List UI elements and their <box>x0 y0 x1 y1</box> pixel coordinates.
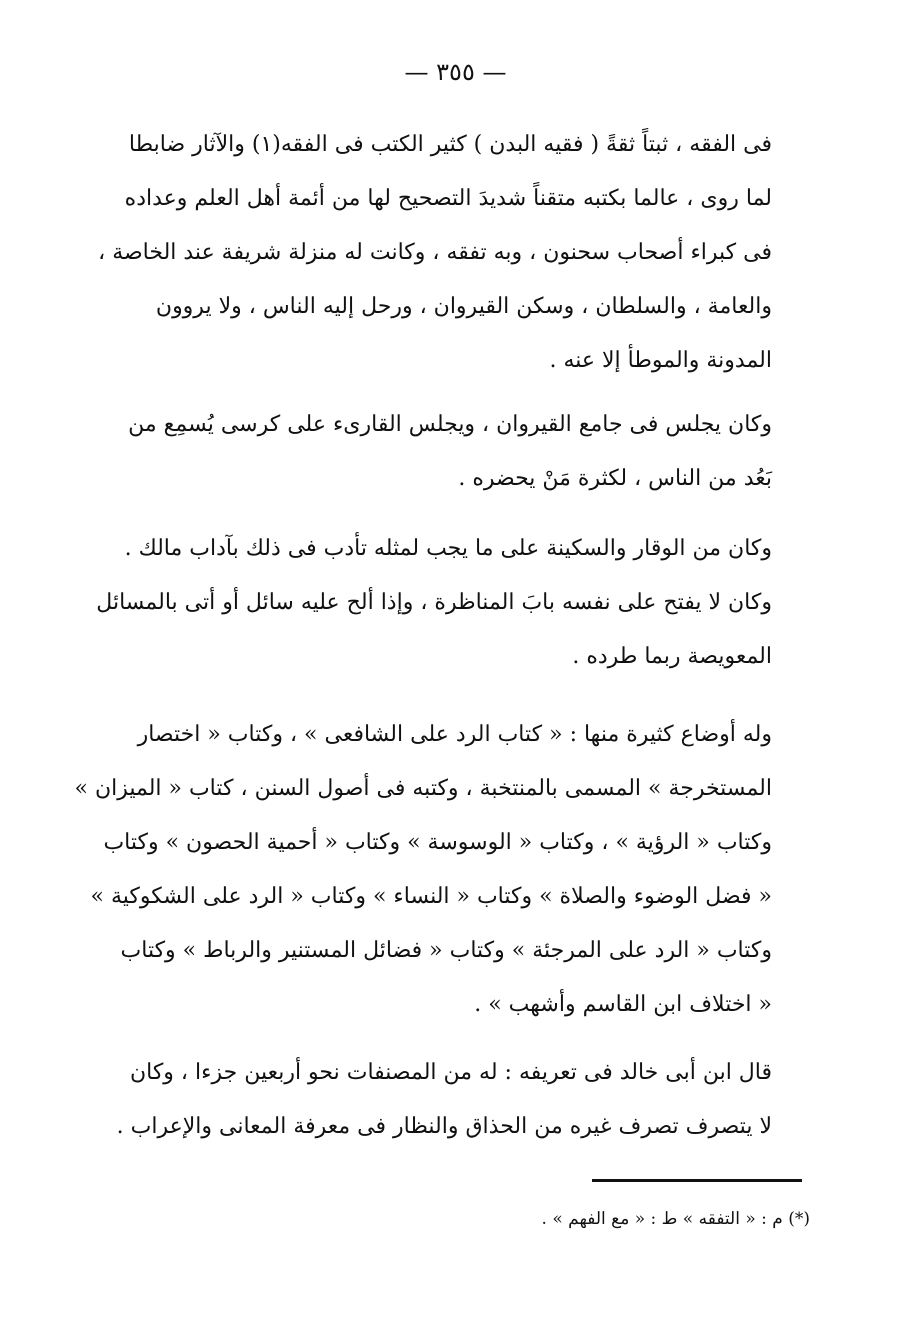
text-line: « فضل الوضوء والصلاة » وكتاب « النساء » وكتاب « الرد على الشكوكية » <box>90 884 772 909</box>
text-line: والعامة ، والسلطان ، وسكن القيروان ، ورحل إليه الناس ، ولا يروون <box>155 294 772 319</box>
text-line: وكتاب « الرد على المرجئة » وكتاب « فضائل المستنير والرباط » وكتاب <box>120 938 772 963</box>
text-line: المعويصة ربما طرده . <box>572 644 772 669</box>
paragraph-3 <box>96 522 772 684</box>
paragraph-2 <box>128 398 772 506</box>
text-line: لما روى ، عالما بكتبه متقناً شديدَ التصحيح لها من أئمة أهل العلم وعداده <box>124 186 772 211</box>
text-line: وكان من الوقار والسكينة على ما يجب لمثله تأدب فى ذلك بآداب مالك . <box>124 536 772 561</box>
text-line: فى كبراء أصحاب سحنون ، وبه تفقه ، وكانت له منزلة شريفة عند الخاصة ، <box>98 240 772 265</box>
text-line: المدونة والموطأ إلا عنه . <box>549 348 772 373</box>
footnote: (*) م : « التفقه » ط : « مع الفهم » . <box>541 1209 810 1229</box>
text-line: « اختلاف ابن القاسم وأشهب » . <box>474 992 772 1017</box>
text-line: وكتاب « الرؤية » ، وكتاب « الوسوسة » وكتاب « أحمية الحصون » وكتاب <box>103 830 772 855</box>
text-line: فى الفقه ، ثبتاً ثقةً ( فقيه البدن ) كثير الكتب فى الفقه(١) والآثار ضابطا <box>128 132 772 157</box>
page-number: — ٣٥٥ — <box>404 58 507 86</box>
footnote-divider <box>592 1179 802 1182</box>
text-line: بَعُد من الناس ، لكثرة مَنْ يحضره . <box>458 466 772 491</box>
text-line: وكان يجلس فى جامع القيروان ، ويجلس القارىء على كرسى يُسمِع من <box>128 412 772 437</box>
text-line: قال ابن أبى خالد فى تعريفه : له من المصنفات نحو أربعين جزءا ، وكان <box>129 1060 772 1085</box>
text-line: المستخرجة » المسمى بالمنتخبة ، وكتبه فى أصول السنن ، كتاب « الميزان » <box>74 776 772 801</box>
paragraph-4 <box>74 708 772 1032</box>
paragraph-1 <box>98 118 772 388</box>
text-line: لا يتصرف تصرف غيره من الحذاق والنظار فى معرفة المعانى والإعراب . <box>116 1114 772 1139</box>
paragraph-5 <box>116 1046 772 1154</box>
text-line: وكان لا يفتح على نفسه بابَ المناظرة ، وإذا ألح عليه سائل أو أتى بالمسائل <box>96 590 772 615</box>
text-line: وله أوضاع كثيرة منها : « كتاب الرد على الشافعى » ، وكتاب « اختصار <box>137 722 772 747</box>
